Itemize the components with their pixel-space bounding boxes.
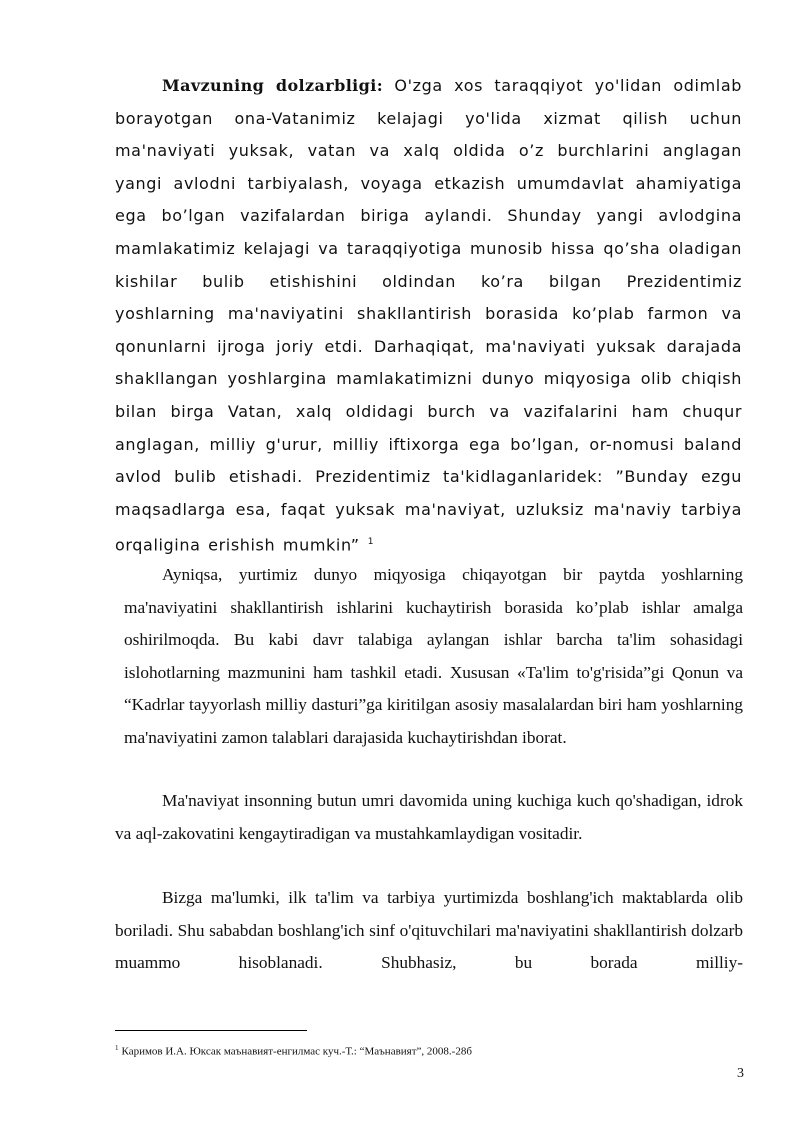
paragraph-text: O'zga xos taraqqiyot yo'lidan odimlab borayotgan ona-Vatanimiz kelajagi yo'lida xizmat qilish uchun ma'naviyati yuksak, vatan va xalq oldida o’z burchlarini anglagan yangi avlodni tarbiyalash, voyaga etkazish umumdavlat ahamiyatiga ega bo’lgan vazifalardan biriga aylandi. Shunday yangi avlodgina mamlakatimiz kelajagi va taraqqiyotiga munosib hissa qo’sha oladigan kishilar bulib etishishini oldindan ko’ra bilgan Prezidentimiz yoshlarning ma'naviyatini shakllantirish borasida ko’plab farmon va qonunlarni ijroga joriy etdi. Darhaqiqat, ma'naviyati yuksak darajada shakllangan yoshlargina mamlakatimizni dunyo miqyosiga olib chiqish bilan birga Vatan, xalq oldidagi burch va vazifalarini ham chuqur anglagan, milliy g'urur, milliy iftixorga ega bo’lgan, or-nomusi baland avlod bulib etishadi. Prezidentimiz ta'kidlaganlaridek: ”Bunday ezgu maqsadlarga esa, faqat yuksak ma'naviyat, uzluksiz ma'naviy tarbiya orqaligina erishish mumkin” [115, 76, 742, 555]
footnote-text: Каримов И.А. Юксак маънавият-енгилмас куч.-Т.: “Маънавият”, 2008.-28б [121, 1045, 472, 1058]
section-heading: Mavzuning dolzarbligi: [162, 76, 384, 95]
page-number: 3 [737, 1066, 744, 1081]
paragraph-primary-education: Bizga ma'lumki, ilk ta'lim va tarbiya yurtimizda boshlang'ich maktablarda olib boriladi. Shu sababdan boshlang'ich sinf o'qituvchilari ma'naviyatini shakllantirish dolzarb muammo hisoblanadi. Shubhasiz, bu borada milliy- [115, 888, 743, 972]
paragraph-reforms: Ayniqsa, yurtimiz dunyo miqyosiga chiqayotgan bir paytda yoshlarning ma'naviyatini shakllantirish ishlarini kuchaytirish borasida ko’plab ishlar amalga oshirilmoqda. Bu kabi davr talabiga aylangan ishlar barcha ta'lim sohasidagi islohotlarning mazmunini ham tashkil etadi. Xususan «Ta'lim to'g'risida”gi Qonun va “Kadrlar tayyorlash milliy dasturi”ga kiritilgan asosiy masalalardan biri ham yoshlarning ma'naviyatini zamon talablari darajasida kuchaytirishdan iborat. [124, 565, 743, 747]
footnote-marker: 1 [115, 1044, 119, 1052]
footnote [115, 1041, 735, 1059]
paragraph-spirituality: Ma'naviyat insonning butun umri davomida uning kuchiga kuch qo'shadigan, idrok va aql-zakovatini kengaytiradigan va mustahkamlaydigan vositadir. [115, 791, 743, 843]
footnote-divider [115, 1030, 307, 1031]
paragraph-relevance [115, 70, 742, 562]
footnote-reference: 1 [367, 537, 375, 548]
